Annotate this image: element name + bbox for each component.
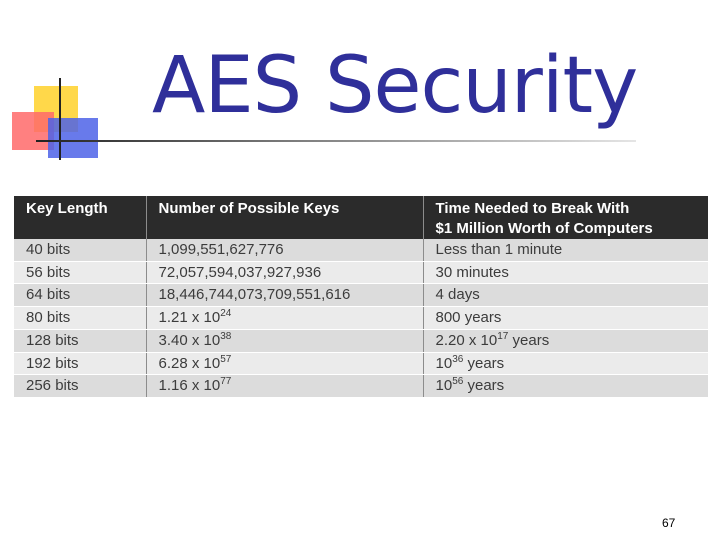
time-needed-cell bbox=[423, 375, 708, 398]
possible-keys-exponent: 24 bbox=[220, 308, 232, 320]
key-length-text: 64 bits bbox=[26, 286, 71, 304]
time-needed-cell bbox=[423, 284, 708, 307]
key-length-cell bbox=[14, 329, 146, 352]
key-length-text: 40 bits bbox=[26, 241, 71, 258]
time-needed-text: 4 days bbox=[435, 286, 480, 304]
possible-keys-text: 1,099,551,627,776 bbox=[158, 241, 284, 258]
table-body bbox=[14, 239, 708, 397]
table-header-row bbox=[14, 196, 708, 239]
key-length-cell bbox=[14, 352, 146, 375]
header-possible-keys: Number of Possible Keys bbox=[146, 196, 423, 239]
possible-keys-cell bbox=[146, 261, 423, 284]
time-needed-exponent: 56 bbox=[452, 376, 464, 388]
title-underline bbox=[36, 140, 636, 142]
possible-keys-exponent: 38 bbox=[220, 330, 232, 342]
time-needed-cell bbox=[423, 261, 708, 284]
key-length-cell bbox=[14, 284, 146, 307]
table-row bbox=[14, 329, 708, 352]
blue-square-decoration bbox=[48, 118, 98, 158]
time-needed-text: 10 bbox=[435, 377, 453, 395]
possible-keys-cell bbox=[146, 352, 423, 375]
possible-keys-text: 1.16 x 10 bbox=[158, 377, 221, 395]
header-time-needed bbox=[423, 196, 708, 239]
possible-keys-cell bbox=[146, 375, 423, 398]
time-needed-cell bbox=[423, 239, 708, 261]
possible-keys-exponent: 77 bbox=[220, 376, 232, 388]
time-needed-suffix: years bbox=[463, 354, 505, 372]
key-length-text: 80 bits bbox=[26, 309, 71, 327]
key-length-cell bbox=[14, 261, 146, 284]
possible-keys-text: 72,057,594,037,927,936 bbox=[158, 263, 322, 281]
possible-keys-cell bbox=[146, 329, 423, 352]
key-length-text: 56 bits bbox=[26, 263, 71, 281]
key-length-text: 128 bits bbox=[26, 331, 79, 349]
header-time-line2: $1 Million Worth of Computers bbox=[435, 220, 653, 237]
time-needed-cell bbox=[423, 329, 708, 352]
time-needed-cell bbox=[423, 307, 708, 330]
possible-keys-text: 1.21 x 10 bbox=[158, 309, 221, 327]
aes-key-table-container bbox=[14, 196, 708, 396]
possible-keys-cell bbox=[146, 284, 423, 307]
key-length-cell bbox=[14, 307, 146, 330]
time-needed-text: 30 minutes bbox=[435, 263, 509, 281]
time-needed-cell bbox=[423, 352, 708, 375]
page-number: 67 bbox=[662, 516, 676, 530]
vertical-line-decoration bbox=[59, 78, 61, 160]
possible-keys-cell bbox=[146, 239, 423, 261]
table-row bbox=[14, 261, 708, 284]
table-row bbox=[14, 284, 708, 307]
time-needed-text: Less than 1 minute bbox=[435, 241, 563, 258]
aes-key-table bbox=[14, 196, 708, 398]
slide-title: AES Security bbox=[152, 41, 638, 131]
table-row bbox=[14, 352, 708, 375]
possible-keys-text: 3.40 x 10 bbox=[158, 331, 221, 349]
table-row bbox=[14, 375, 708, 398]
key-length-cell bbox=[14, 375, 146, 398]
time-needed-text: 800 years bbox=[435, 309, 502, 327]
time-needed-text: 2.20 x 10 bbox=[435, 331, 498, 349]
table-row bbox=[14, 239, 708, 261]
slide-logo-decoration bbox=[0, 0, 110, 170]
time-needed-suffix: years bbox=[463, 377, 505, 395]
header-key-length: Key Length bbox=[14, 196, 146, 239]
key-length-cell bbox=[14, 239, 146, 261]
key-length-text: 192 bits bbox=[26, 354, 79, 372]
time-needed-suffix: years bbox=[508, 331, 550, 349]
key-length-text: 256 bits bbox=[26, 377, 79, 395]
table-row bbox=[14, 307, 708, 330]
time-needed-exponent: 36 bbox=[452, 353, 464, 365]
time-needed-text: 10 bbox=[435, 354, 453, 372]
time-needed-exponent: 17 bbox=[497, 330, 509, 342]
header-time-line1: Time Needed to Break With bbox=[435, 200, 630, 217]
possible-keys-text: 6.28 x 10 bbox=[158, 354, 221, 372]
possible-keys-cell bbox=[146, 307, 423, 330]
possible-keys-exponent: 57 bbox=[220, 353, 232, 365]
possible-keys-text: 18,446,744,073,709,551,616 bbox=[158, 286, 351, 304]
